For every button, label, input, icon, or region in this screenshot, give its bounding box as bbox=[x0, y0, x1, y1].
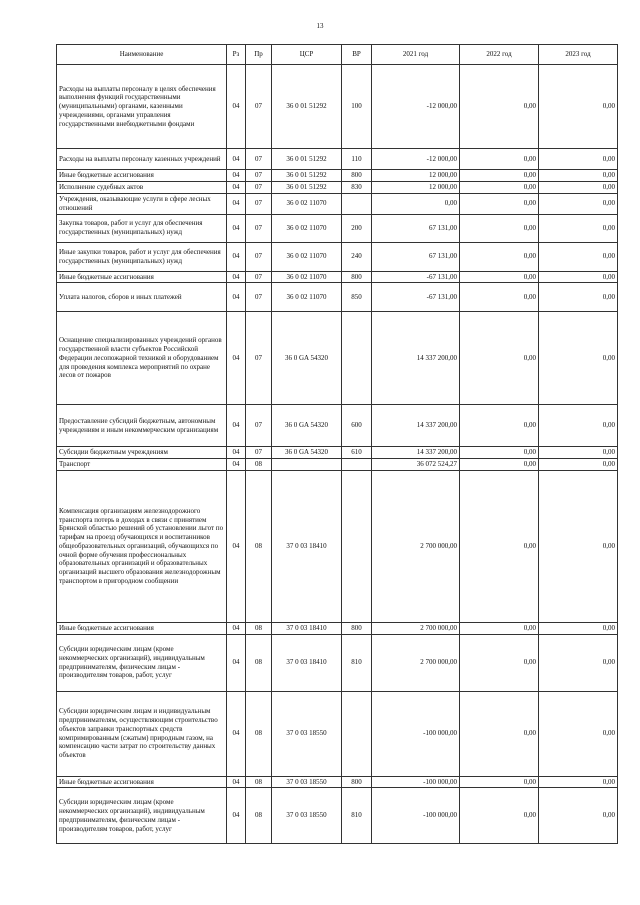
cell-2022: 0,00 bbox=[460, 634, 539, 691]
table-row bbox=[57, 170, 618, 182]
table-body bbox=[57, 65, 618, 844]
cell-2022: 0,00 bbox=[460, 283, 539, 312]
table-row bbox=[57, 271, 618, 283]
cell-2021: -100 000,00 bbox=[372, 788, 460, 844]
cell-pr: 08 bbox=[246, 691, 272, 776]
cell-2021: 36 072 524,27 bbox=[372, 459, 460, 471]
cell-vr: 800 bbox=[342, 776, 372, 788]
cell-2021: 67 131,00 bbox=[372, 242, 460, 271]
cell-vr bbox=[342, 459, 372, 471]
cell-2021: -12 000,00 bbox=[372, 65, 460, 149]
cell-rz: 04 bbox=[227, 691, 246, 776]
cell-2022: 0,00 bbox=[460, 170, 539, 182]
cell-2023: 0,00 bbox=[539, 447, 618, 459]
cell-pr: 07 bbox=[246, 193, 272, 214]
cell-2023: 0,00 bbox=[539, 634, 618, 691]
cell-pr: 08 bbox=[246, 788, 272, 844]
cell-rz: 04 bbox=[227, 271, 246, 283]
cell-pr: 08 bbox=[246, 470, 272, 622]
cell-2022: 0,00 bbox=[460, 149, 539, 170]
cell-2021: 2 700 000,00 bbox=[372, 634, 460, 691]
table-row bbox=[57, 149, 618, 170]
cell-2021: 14 337 200,00 bbox=[372, 447, 460, 459]
cell-pr: 07 bbox=[246, 149, 272, 170]
cell-2023: 0,00 bbox=[539, 405, 618, 447]
table-row bbox=[57, 470, 618, 622]
cell-csr: 36 0 GA 54320 bbox=[272, 312, 342, 405]
cell-vr: 850 bbox=[342, 283, 372, 312]
cell-name: Иные бюджетные ассигнования bbox=[57, 271, 227, 283]
cell-csr: 36 0 02 11070 bbox=[272, 193, 342, 214]
cell-2021: -100 000,00 bbox=[372, 776, 460, 788]
cell-csr: 37 0 03 18550 bbox=[272, 776, 342, 788]
cell-2022: 0,00 bbox=[460, 65, 539, 149]
cell-pr: 08 bbox=[246, 622, 272, 634]
cell-2023: 0,00 bbox=[539, 242, 618, 271]
cell-vr: 100 bbox=[342, 65, 372, 149]
cell-vr: 200 bbox=[342, 214, 372, 242]
cell-2022: 0,00 bbox=[460, 622, 539, 634]
cell-pr: 07 bbox=[246, 170, 272, 182]
cell-2022: 0,00 bbox=[460, 459, 539, 471]
cell-2022: 0,00 bbox=[460, 447, 539, 459]
cell-rz: 04 bbox=[227, 405, 246, 447]
cell-2023: 0,00 bbox=[539, 283, 618, 312]
column-header-2023: 2023 год bbox=[539, 45, 618, 65]
cell-vr bbox=[342, 193, 372, 214]
cell-2022: 0,00 bbox=[460, 691, 539, 776]
cell-csr: 36 0 GA 54320 bbox=[272, 405, 342, 447]
cell-2023: 0,00 bbox=[539, 214, 618, 242]
cell-vr bbox=[342, 691, 372, 776]
cell-csr: 36 0 02 11070 bbox=[272, 214, 342, 242]
table-row bbox=[57, 776, 618, 788]
cell-2021: 14 337 200,00 bbox=[372, 312, 460, 405]
cell-csr: 36 0 01 51292 bbox=[272, 170, 342, 182]
cell-name: Субсидии юридическим лицам и индивидуальным предпринимателям, осуществляющим строительство объектов заправки транспортных средств компримированным (сжатым) природным газом, на компенсацию части затрат по строительству данных объектов bbox=[57, 691, 227, 776]
cell-name: Расходы на выплаты персоналу казенных учреждений bbox=[57, 149, 227, 170]
cell-vr bbox=[342, 312, 372, 405]
cell-csr bbox=[272, 459, 342, 471]
cell-vr: 240 bbox=[342, 242, 372, 271]
cell-name: Иные бюджетные ассигнования bbox=[57, 622, 227, 634]
cell-vr: 600 bbox=[342, 405, 372, 447]
cell-name: Закупка товаров, работ и услуг для обеспечения государственных (муниципальных) нужд bbox=[57, 214, 227, 242]
cell-2021: 0,00 bbox=[372, 193, 460, 214]
cell-name: Субсидии юридическим лицам (кроме некоммерческих организаций), индивидуальным предпринимателям, физическим лицам - производителям товаров, работ, услуг bbox=[57, 634, 227, 691]
cell-name: Расходы на выплаты персоналу в целях обеспечения выполнения функций государственными (муниципальными) органами, казенными учреждениями, органами управления государственными внебюджетными фондами bbox=[57, 65, 227, 149]
cell-rz: 04 bbox=[227, 214, 246, 242]
cell-csr: 36 0 01 51292 bbox=[272, 181, 342, 193]
column-header-vr: ВР bbox=[342, 45, 372, 65]
table-row bbox=[57, 447, 618, 459]
cell-2023: 0,00 bbox=[539, 622, 618, 634]
cell-2023: 0,00 bbox=[539, 181, 618, 193]
cell-2021: 14 337 200,00 bbox=[372, 405, 460, 447]
page-number: 13 bbox=[316, 22, 324, 30]
column-header-2021: 2021 год bbox=[372, 45, 460, 65]
cell-csr: 37 0 03 18410 bbox=[272, 470, 342, 622]
cell-2023: 0,00 bbox=[539, 149, 618, 170]
cell-2021: 67 131,00 bbox=[372, 214, 460, 242]
cell-csr: 36 0 01 51292 bbox=[272, 149, 342, 170]
table-row bbox=[57, 283, 618, 312]
cell-2023: 0,00 bbox=[539, 788, 618, 844]
cell-csr: 36 0 02 11070 bbox=[272, 283, 342, 312]
table-row bbox=[57, 788, 618, 844]
table-row bbox=[57, 312, 618, 405]
cell-pr: 07 bbox=[246, 242, 272, 271]
table-row bbox=[57, 242, 618, 271]
table-row bbox=[57, 181, 618, 193]
cell-2022: 0,00 bbox=[460, 788, 539, 844]
cell-rz: 04 bbox=[227, 170, 246, 182]
cell-2021: 12 000,00 bbox=[372, 170, 460, 182]
cell-2021: 2 700 000,00 bbox=[372, 622, 460, 634]
cell-pr: 07 bbox=[246, 214, 272, 242]
cell-2023: 0,00 bbox=[539, 65, 618, 149]
cell-2023: 0,00 bbox=[539, 193, 618, 214]
cell-pr: 07 bbox=[246, 181, 272, 193]
cell-name: Учреждения, оказывающие услуги в сфере лесных отношений bbox=[57, 193, 227, 214]
cell-rz: 04 bbox=[227, 459, 246, 471]
column-header-pr: Пр bbox=[246, 45, 272, 65]
cell-rz: 04 bbox=[227, 470, 246, 622]
table-row bbox=[57, 405, 618, 447]
cell-name: Иные бюджетные ассигнования bbox=[57, 776, 227, 788]
cell-vr: 800 bbox=[342, 170, 372, 182]
cell-rz: 04 bbox=[227, 149, 246, 170]
cell-rz: 04 bbox=[227, 312, 246, 405]
cell-vr: 800 bbox=[342, 622, 372, 634]
cell-name: Иные закупки товаров, работ и услуг для обеспечения государственных (муниципальных) нужд bbox=[57, 242, 227, 271]
cell-pr: 08 bbox=[246, 459, 272, 471]
cell-pr: 07 bbox=[246, 447, 272, 459]
cell-name: Исполнение судебных актов bbox=[57, 181, 227, 193]
cell-pr: 07 bbox=[246, 283, 272, 312]
cell-csr: 36 0 GA 54320 bbox=[272, 447, 342, 459]
cell-vr bbox=[342, 470, 372, 622]
cell-2021: -67 131,00 bbox=[372, 283, 460, 312]
cell-rz: 04 bbox=[227, 181, 246, 193]
cell-pr: 08 bbox=[246, 634, 272, 691]
cell-vr: 800 bbox=[342, 271, 372, 283]
cell-2022: 0,00 bbox=[460, 181, 539, 193]
cell-csr: 37 0 03 18550 bbox=[272, 691, 342, 776]
cell-name: Оснащение специализированных учреждений органов государственной власти субъектов Российской Федерации лесопожарной техникой и оборудованием для проведения комплекса мероприятий по охране лесов от пожаров bbox=[57, 312, 227, 405]
cell-2023: 0,00 bbox=[539, 170, 618, 182]
cell-csr: 36 0 02 11070 bbox=[272, 242, 342, 271]
cell-rz: 04 bbox=[227, 447, 246, 459]
cell-name: Иные бюджетные ассигнования bbox=[57, 170, 227, 182]
cell-2021: -12 000,00 bbox=[372, 149, 460, 170]
table-row bbox=[57, 622, 618, 634]
cell-2022: 0,00 bbox=[460, 312, 539, 405]
table-row bbox=[57, 65, 618, 149]
cell-csr: 36 0 01 51292 bbox=[272, 65, 342, 149]
cell-2022: 0,00 bbox=[460, 405, 539, 447]
cell-2022: 0,00 bbox=[460, 242, 539, 271]
budget-table bbox=[56, 44, 618, 844]
column-header-name: Наименование bbox=[57, 45, 227, 65]
cell-rz: 04 bbox=[227, 788, 246, 844]
cell-2022: 0,00 bbox=[460, 470, 539, 622]
cell-vr: 830 bbox=[342, 181, 372, 193]
table-row bbox=[57, 193, 618, 214]
cell-name: Предоставление субсидий бюджетным, автономным учреждениям и иным некоммерческим организациям bbox=[57, 405, 227, 447]
cell-pr: 07 bbox=[246, 312, 272, 405]
cell-pr: 07 bbox=[246, 405, 272, 447]
cell-rz: 04 bbox=[227, 193, 246, 214]
cell-csr: 37 0 03 18410 bbox=[272, 634, 342, 691]
table-row bbox=[57, 214, 618, 242]
cell-rz: 04 bbox=[227, 242, 246, 271]
cell-2021: 12 000,00 bbox=[372, 181, 460, 193]
cell-pr: 08 bbox=[246, 776, 272, 788]
cell-vr: 610 bbox=[342, 447, 372, 459]
cell-2023: 0,00 bbox=[539, 459, 618, 471]
cell-2023: 0,00 bbox=[539, 691, 618, 776]
cell-vr: 810 bbox=[342, 634, 372, 691]
cell-2021: -100 000,00 bbox=[372, 691, 460, 776]
cell-2021: -67 131,00 bbox=[372, 271, 460, 283]
cell-name: Уплата налогов, сборов и иных платежей bbox=[57, 283, 227, 312]
cell-rz: 04 bbox=[227, 65, 246, 149]
cell-csr: 37 0 03 18550 bbox=[272, 788, 342, 844]
cell-2023: 0,00 bbox=[539, 776, 618, 788]
table-row bbox=[57, 459, 618, 471]
table-row bbox=[57, 691, 618, 776]
cell-2022: 0,00 bbox=[460, 776, 539, 788]
cell-2022: 0,00 bbox=[460, 193, 539, 214]
cell-vr: 810 bbox=[342, 788, 372, 844]
cell-2021: 2 700 000,00 bbox=[372, 470, 460, 622]
cell-vr: 110 bbox=[342, 149, 372, 170]
cell-2023: 0,00 bbox=[539, 271, 618, 283]
cell-rz: 04 bbox=[227, 622, 246, 634]
cell-pr: 07 bbox=[246, 65, 272, 149]
cell-2023: 0,00 bbox=[539, 312, 618, 405]
cell-rz: 04 bbox=[227, 283, 246, 312]
cell-name: Компенсация организациям железнодорожного транспорта потерь в доходах в связи с принятием Брянской областью решений об установлении льгот по тарифам на проезд обучающихся и воспитанников общеобразовательных организаций, обучающихся по очной форме обучения профессиональных образовательных организаций и образовательных организаций высшего образования железнодорожным транспортом в пригородном сообщении bbox=[57, 470, 227, 622]
table-row bbox=[57, 634, 618, 691]
cell-csr: 37 0 03 18410 bbox=[272, 622, 342, 634]
cell-rz: 04 bbox=[227, 634, 246, 691]
cell-pr: 07 bbox=[246, 271, 272, 283]
cell-2023: 0,00 bbox=[539, 470, 618, 622]
table-header-row bbox=[57, 45, 618, 65]
cell-2022: 0,00 bbox=[460, 271, 539, 283]
cell-2022: 0,00 bbox=[460, 214, 539, 242]
column-header-rz: Рз bbox=[227, 45, 246, 65]
cell-name: Субсидии бюджетным учреждениям bbox=[57, 447, 227, 459]
column-header-2022: 2022 год bbox=[460, 45, 539, 65]
cell-name: Субсидии юридическим лицам (кроме некоммерческих организаций), индивидуальным предпринимателям, физическим лицам - производителям товаров, работ, услуг bbox=[57, 788, 227, 844]
cell-csr: 36 0 02 11070 bbox=[272, 271, 342, 283]
column-header-csr: ЦСР bbox=[272, 45, 342, 65]
cell-name: Транспорт bbox=[57, 459, 227, 471]
cell-rz: 04 bbox=[227, 776, 246, 788]
